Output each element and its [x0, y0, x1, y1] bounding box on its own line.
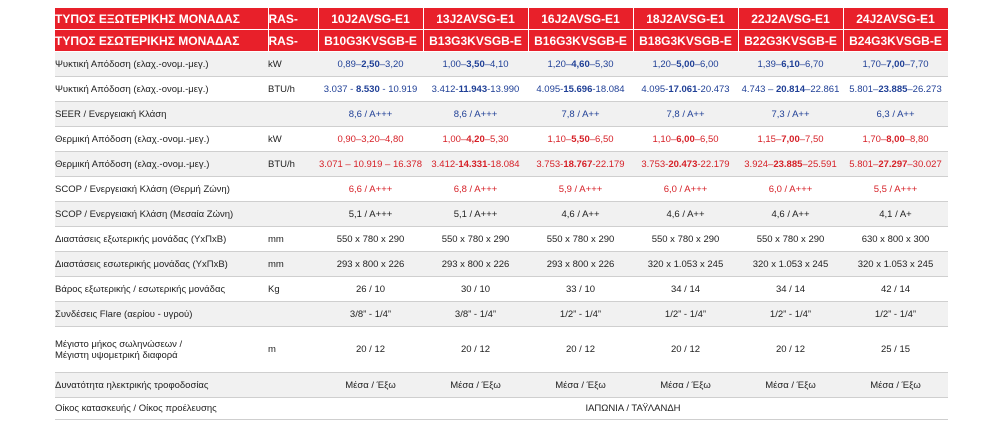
value-part: 3/8” - 1/4” [454, 308, 497, 320]
value-part: 5.801– [849, 158, 879, 170]
spec-value [318, 152, 423, 177]
value-part: 20 / 12 [670, 344, 701, 355]
value-part: -20.473 [697, 83, 730, 95]
value-part: 6,6 / Α+++ [348, 183, 393, 195]
value-part: 6,3 / Α++ [876, 108, 915, 120]
spec-value [843, 177, 948, 202]
spec-value [528, 302, 633, 327]
spec-table [55, 8, 949, 420]
outdoor-model: 10J2AVSG-E1 [318, 8, 423, 30]
spec-row [55, 102, 948, 127]
value-part: 1,70– [862, 58, 887, 70]
spec-value [738, 227, 843, 252]
value-part: –30.027 [907, 158, 942, 170]
spec-value [423, 152, 528, 177]
spec-value [318, 302, 423, 327]
value-part: -22.179 [592, 158, 625, 170]
spec-value [738, 202, 843, 227]
nominal-value: 2,50 [361, 58, 380, 70]
value-part: Μέσα / Έξω [555, 379, 606, 391]
value-part: 1,20– [547, 58, 572, 70]
spec-value [423, 327, 528, 373]
value-part: 20 / 12 [565, 344, 596, 355]
spec-value [318, 227, 423, 252]
value-part: 7,8 / Α++ [561, 108, 600, 120]
spec-row-label-text: Διαστάσεις εσωτερικής μονάδας (ΥxΠxΒ) [55, 258, 228, 270]
nominal-value: 11.943 [458, 83, 488, 95]
origin-label: Οίκος κατασκευής / Οίκος προέλευσης [55, 398, 268, 420]
spec-value [843, 52, 948, 77]
spec-value [843, 152, 948, 177]
spec-value [633, 227, 738, 252]
spec-value [423, 52, 528, 77]
spec-value [528, 252, 633, 277]
spec-value [738, 302, 843, 327]
nominal-value: 17.061 [668, 83, 698, 95]
spec-value [843, 227, 948, 252]
nominal-value: 14.331 [458, 158, 488, 170]
spec-row-label-text: SEER / Ενεργειακή Κλάση [55, 108, 167, 120]
value-part: 4,6 / Α++ [666, 208, 705, 220]
value-part: 1/2” - 1/4” [769, 308, 812, 320]
outdoor-model-header-row [55, 8, 948, 30]
spec-value [633, 127, 738, 152]
spec-value [738, 373, 843, 398]
value-part: –3,20 [379, 58, 404, 70]
value-part: 1,20– [652, 58, 677, 70]
spec-value [633, 102, 738, 127]
spec-value [633, 52, 738, 77]
spec-row-label-text: Διαστάσεις εξωτερικής μονάδας (ΥxΠxΒ) [55, 233, 227, 245]
spec-row-unit [268, 102, 318, 127]
nominal-value: 8.530 [355, 83, 380, 95]
spec-value [738, 102, 843, 127]
spec-value [423, 252, 528, 277]
spec-row-label [55, 177, 268, 202]
value-part: 1,00– [442, 133, 467, 145]
spec-value [423, 202, 528, 227]
value-part: 1,10– [547, 133, 572, 145]
value-part: 0,89– [337, 58, 362, 70]
value-part: –25.591 [802, 158, 837, 170]
spec-row-unit [268, 202, 318, 227]
value-part: 4.095- [641, 83, 669, 95]
spec-value [528, 327, 633, 373]
value-part: –7,50 [799, 133, 824, 145]
spec-row-label-text: Μέγιστη υψομετρική διαφορά [55, 349, 178, 361]
value-part: 26 / 10 [355, 283, 386, 295]
value-part: -18.084 [592, 83, 625, 95]
spec-value [423, 102, 528, 127]
value-part: –8,80 [904, 133, 929, 145]
spec-row-label [55, 52, 268, 77]
value-part: –22.861 [805, 83, 840, 95]
spec-row-label-text: Συνδέσεις Flare (αερίου - υγρού) [55, 308, 193, 320]
spec-row-label [55, 202, 268, 227]
value-part: 25 / 15 [880, 344, 911, 355]
nominal-value: 7,00 [781, 133, 800, 145]
spec-row-label [55, 127, 268, 152]
spec-value [318, 252, 423, 277]
nominal-value: 23.885 [773, 158, 803, 170]
spec-value [738, 327, 843, 373]
value-part: –26.273 [907, 83, 942, 95]
value-part: 6,0 / Α+++ [768, 183, 813, 195]
spec-row [55, 277, 948, 302]
value-part: 630 x 800 x 300 [861, 233, 930, 245]
nominal-value: 8,00 [886, 133, 905, 145]
outdoor-model: 13J2AVSG-E1 [423, 8, 528, 30]
spec-row-label-text: Ψυκτική Απόδοση (ελαχ.-ονομ.-μεγ.) [55, 58, 209, 70]
spec-value [528, 102, 633, 127]
value-part: 3/8” - 1/4” [349, 308, 392, 320]
spec-value [843, 302, 948, 327]
spec-row-unit: Kg [268, 277, 318, 302]
spec-row [55, 327, 948, 373]
spec-value [843, 102, 948, 127]
spec-value [633, 177, 738, 202]
spec-value [318, 373, 423, 398]
spec-row [55, 252, 948, 277]
value-part: 8,6 / Α+++ [453, 108, 498, 120]
spec-value [528, 202, 633, 227]
value-part: 20 / 12 [355, 344, 386, 355]
spec-row-unit: BTU/h [268, 152, 318, 177]
outdoor-model-prefix: RAS- [268, 8, 318, 30]
spec-row [55, 177, 948, 202]
value-part: 20 / 12 [460, 344, 491, 355]
spec-value [633, 373, 738, 398]
spec-value [423, 277, 528, 302]
value-part: 42 / 14 [880, 283, 911, 295]
value-part: 293 x 800 x 226 [336, 258, 405, 270]
spec-row-unit [268, 302, 318, 327]
value-part: 30 / 10 [460, 283, 491, 295]
spec-row-label-text: SCOP / Ενεργειακή Κλάση (Θερμή Ζώνη) [55, 183, 230, 195]
spec-value [528, 177, 633, 202]
spec-value [528, 373, 633, 398]
spec-value [843, 202, 948, 227]
spec-row-unit: mm [268, 227, 318, 252]
spec-row [55, 77, 948, 102]
value-part: 33 / 10 [565, 283, 596, 295]
indoor-model: B24G3KVSGB-E [843, 30, 948, 52]
nominal-value: 7,00 [886, 58, 905, 70]
value-part: 5,1 / Α+++ [348, 208, 393, 220]
spec-row-unit: kW [268, 52, 318, 77]
value-part: 550 x 780 x 290 [756, 233, 825, 245]
indoor-model: B13G3KVSGB-E [423, 30, 528, 52]
nominal-value: 15.696 [563, 83, 593, 95]
nominal-value: 18.767 [563, 158, 593, 170]
nominal-value: 6,10 [781, 58, 800, 70]
value-part: 3.924– [744, 158, 774, 170]
indoor-model: B16G3KVSGB-E [528, 30, 633, 52]
nominal-value: 4,20 [466, 133, 485, 145]
spec-value [738, 277, 843, 302]
spec-value [318, 277, 423, 302]
origin-value: ΙΑΠΩΝΙΑ / ΤΑΫΛΑΝΔΗ [318, 398, 948, 420]
value-part: 4,6 / Α++ [771, 208, 810, 220]
value-part: 320 x 1.053 x 245 [752, 258, 829, 270]
origin-row [55, 398, 948, 420]
spec-row-unit: mm [268, 252, 318, 277]
spec-value [318, 52, 423, 77]
spec-value [633, 202, 738, 227]
value-part: 320 x 1.053 x 245 [647, 258, 724, 270]
value-part: Μέσα / Έξω [765, 379, 816, 391]
spec-row-label [55, 152, 268, 177]
spec-value [423, 177, 528, 202]
value-part: 3.071 – 10.919 – 16.378 [318, 158, 422, 170]
spec-row [55, 152, 948, 177]
spec-value [528, 227, 633, 252]
spec-value [843, 77, 948, 102]
nominal-value: 4,60 [571, 58, 590, 70]
value-part: 1,70– [862, 133, 887, 145]
value-part: 5,1 / Α+++ [453, 208, 498, 220]
spec-value [318, 77, 423, 102]
nominal-value: 6,00 [676, 133, 695, 145]
spec-value [633, 302, 738, 327]
spec-row [55, 202, 948, 227]
value-part: Μέσα / Έξω [660, 379, 711, 391]
value-part: 550 x 780 x 290 [546, 233, 615, 245]
spec-row-label-text: Δυνατότητα ηλεκτρικής τροφοδοσίας [55, 379, 209, 391]
value-part: –6,00 [694, 58, 719, 70]
spec-row-label [55, 227, 268, 252]
spec-value [738, 127, 843, 152]
spec-value [843, 373, 948, 398]
outdoor-model: 18J2AVSG-E1 [633, 8, 738, 30]
spec-value [843, 127, 948, 152]
spec-row [55, 373, 948, 398]
spec-value [528, 277, 633, 302]
spec-row-label-text: Θερμική Απόδοση (ελαχ.-ονομ.-μεγ.) [55, 133, 210, 145]
value-part: 34 / 14 [670, 283, 701, 295]
value-part: 3.037 - [323, 83, 356, 95]
value-part: 1/2” - 1/4” [874, 308, 917, 320]
value-part: 1/2” - 1/4” [664, 308, 707, 320]
value-part: –6,50 [694, 133, 719, 145]
value-part: Μέσα / Έξω [450, 379, 501, 391]
indoor-model-prefix: RAS- [268, 30, 318, 52]
spec-row [55, 302, 948, 327]
value-part: –6,70 [799, 58, 824, 70]
value-part: 7,8 / Α++ [666, 108, 705, 120]
spec-value [423, 227, 528, 252]
value-part: 1,39– [757, 58, 782, 70]
spec-value [843, 277, 948, 302]
indoor-model: B18G3KVSGB-E [633, 30, 738, 52]
spec-value [318, 327, 423, 373]
outdoor-model: 22J2AVSG-E1 [738, 8, 843, 30]
spec-row-label [55, 77, 268, 102]
value-part: 293 x 800 x 226 [441, 258, 510, 270]
value-part: 3.412- [431, 83, 459, 95]
spec-value [738, 52, 843, 77]
value-part: 6,8 / Α+++ [453, 183, 498, 195]
spec-row-label [55, 327, 268, 373]
indoor-model: B10G3KVSGB-E [318, 30, 423, 52]
value-part: 3.753- [641, 158, 669, 170]
spec-value [423, 302, 528, 327]
value-part: 5.801– [849, 83, 879, 95]
spec-value [528, 152, 633, 177]
spec-value [633, 77, 738, 102]
spec-row-unit [268, 373, 318, 398]
spec-value [633, 152, 738, 177]
spec-row-unit: BTU/h [268, 77, 318, 102]
origin-unit [268, 398, 318, 420]
value-part: -18.084 [487, 158, 520, 170]
value-part: –5,30 [484, 133, 509, 145]
nominal-value: 3,50 [466, 58, 485, 70]
nominal-value: 20.814 [775, 83, 806, 95]
value-part: - 10.919 [379, 83, 418, 95]
spec-row-label-text: Μέγιστο μήκος σωληνώσεων / [55, 338, 183, 350]
indoor-model-header-row [55, 30, 948, 52]
spec-value [318, 202, 423, 227]
spec-table-body [55, 8, 948, 420]
spec-row-label [55, 252, 268, 277]
spec-value [633, 327, 738, 373]
value-part: 4.743 – [741, 83, 776, 95]
nominal-value: 27.297 [878, 158, 908, 170]
value-part: –5,30 [589, 58, 614, 70]
value-part: 1,00– [442, 58, 467, 70]
value-part: 4.095- [536, 83, 564, 95]
spec-row-label [55, 277, 268, 302]
spec-value [423, 127, 528, 152]
value-part: 8,6 / Α+++ [348, 108, 393, 120]
spec-value [738, 177, 843, 202]
spec-row-label-text: SCOP / Ενεργειακή Κλάση (Μεσαία Ζώνη) [55, 208, 234, 220]
value-part: 20 / 12 [775, 344, 806, 355]
nominal-value: 23.885 [878, 83, 908, 95]
value-part: 3.412- [431, 158, 459, 170]
value-part: 6,0 / Α+++ [663, 183, 708, 195]
spec-row [55, 227, 948, 252]
spec-value [528, 52, 633, 77]
spec-row-label [55, 302, 268, 327]
nominal-value: 5,00 [676, 58, 695, 70]
spec-row [55, 52, 948, 77]
value-part: 4,1 / Α+ [879, 208, 912, 220]
value-part: 34 / 14 [775, 283, 806, 295]
value-part: 5,5 / Α+++ [873, 183, 918, 195]
value-part: -22.179 [697, 158, 730, 170]
spec-value [843, 327, 948, 373]
outdoor-model: 24J2AVSG-E1 [843, 8, 948, 30]
spec-row-label-text: Βάρος εξωτερικής / εσωτερικής μονάδας [55, 283, 226, 295]
spec-value [738, 252, 843, 277]
spec-row-label [55, 373, 268, 398]
spec-row-label-text: Ψυκτική Απόδοση (ελαχ.-ονομ.-μεγ.) [55, 83, 209, 95]
value-part: Μέσα / Έξω [345, 379, 396, 391]
value-part: 550 x 780 x 290 [651, 233, 720, 245]
nominal-value: 20.473 [668, 158, 698, 170]
value-part: 4,6 / Α++ [561, 208, 600, 220]
spec-value [528, 127, 633, 152]
value-part: –6,50 [589, 133, 614, 145]
spec-row-label [55, 102, 268, 127]
spec-value [843, 252, 948, 277]
outdoor-unit-type-label: ΤΥΠΟΣ ΕΞΩΤΕΡΙΚΗΣ ΜΟΝΑΔΑΣ [55, 8, 268, 30]
spec-value [633, 277, 738, 302]
spec-value [423, 77, 528, 102]
value-part: 3.753- [536, 158, 564, 170]
value-part: 5,9 / Α+++ [558, 183, 603, 195]
indoor-unit-type-label: ΤΥΠΟΣ ΕΣΩΤΕΡΙΚΗΣ ΜΟΝΑΔΑΣ [55, 30, 268, 52]
value-part: 1/2” - 1/4” [559, 308, 602, 320]
spec-row [55, 127, 948, 152]
value-part: 550 x 780 x 290 [336, 233, 405, 245]
value-part: Μέσα / Έξω [870, 379, 921, 391]
nominal-value: 5,50 [571, 133, 590, 145]
spec-value [528, 77, 633, 102]
value-part: 0,90–3,20–4,80 [337, 133, 404, 145]
value-part: 293 x 800 x 226 [546, 258, 615, 270]
spec-row-unit [268, 177, 318, 202]
value-part: 550 x 780 x 290 [441, 233, 510, 245]
outdoor-model: 16J2AVSG-E1 [528, 8, 633, 30]
value-part: 1,10– [652, 133, 677, 145]
spec-row-label-text: Θερμική Απόδοση (ελαχ.-ονομ.-μεγ.) [55, 158, 210, 170]
indoor-model: B22G3KVSGB-E [738, 30, 843, 52]
spec-value [318, 177, 423, 202]
spec-value [423, 373, 528, 398]
value-part: 7,3 / Α++ [771, 108, 810, 120]
value-part: 320 x 1.053 x 245 [857, 258, 934, 270]
value-part: –4,10 [484, 58, 509, 70]
spec-value [738, 77, 843, 102]
spec-row-unit: kW [268, 127, 318, 152]
spec-value [318, 102, 423, 127]
spec-row-unit: m [268, 327, 318, 373]
value-part: 1,15– [757, 133, 782, 145]
spec-value [318, 127, 423, 152]
value-part: -13.990 [487, 83, 520, 95]
value-part: –7,70 [904, 58, 929, 70]
spec-value [633, 252, 738, 277]
spec-value [738, 152, 843, 177]
